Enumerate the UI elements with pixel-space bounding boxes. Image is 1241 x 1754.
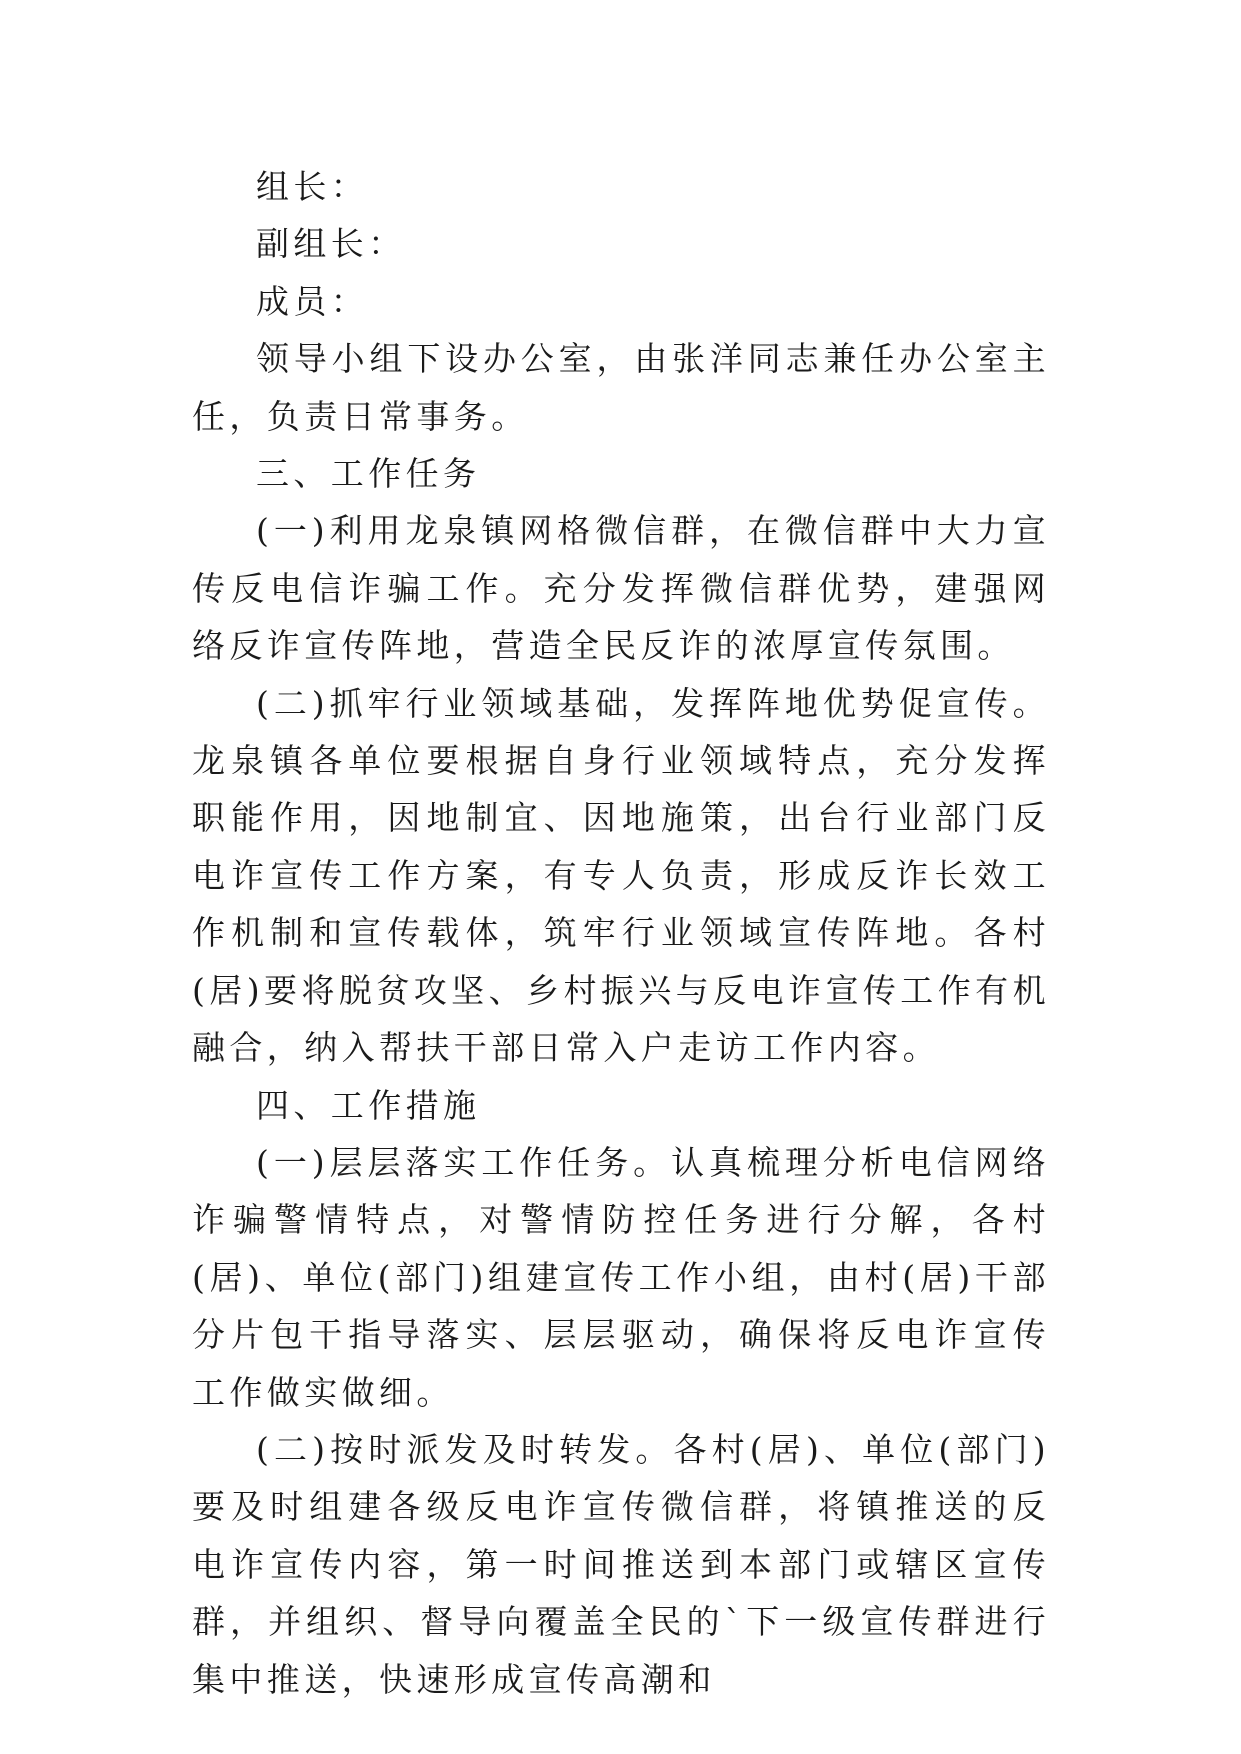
document-body (192, 158, 1050, 1708)
section-heading-tasks: 三、工作任务 (256, 454, 481, 494)
measure-paragraph-2: (二)按时派发及时转发。各村(居)、单位(部门)要及时组建各级反电诈宣传微信群，将镇推送的反电诈宣传内容，第一时间推送到本部门或辖区宣传群，并组织、督导向覆盖全民的`下一级宣传群进行集中推送，快速形成宣传高潮和 (192, 1429, 1050, 1699)
leader-line: 组长： (256, 167, 369, 206)
members-line: 成员： (256, 281, 369, 321)
office-paragraph: 领导小组下设办公室，由张洋同志兼任办公室主任，负责日常事务。 (192, 339, 1050, 436)
task-paragraph-1: (一)利用龙泉镇网格微信群，在微信群中大力宣传反电信诈骗工作。充分发挥微信群优势，建强网络反诈宣传阵地，营造全民反诈的浓厚宣传氛围。 (192, 511, 1050, 666)
measure-paragraph-1: (一)层层落实工作任务。认真梳理分析电信网络诈骗警情特点，对警情防控任务进行分解，各村(居)、单位(部门)组建宣传工作小组，由村(居)干部分片包干指导落实、层层驱动，确保将反电诈宣传工作做实做细。 (192, 1142, 1050, 1412)
deputy-leader-line: 副组长： (256, 224, 406, 264)
task-paragraph-2: (二)抓牢行业领域基础，发挥阵地优势促宣传。龙泉镇各单位要根据自身行业领域特点，充分发挥职能作用，因地制宜、因地施策，出台行业部门反电诈宣传工作方案，有专人负责，形成反诈长效工作机制和宣传载体，筑牢行业领域宣传阵地。各村(居)要将脱贫攻坚、乡村振兴与反电诈宣传工作有机融合，纳入帮扶干部日常入户走访工作内容。 (192, 683, 1050, 1068)
section-heading-measures: 四、工作措施 (256, 1085, 481, 1125)
